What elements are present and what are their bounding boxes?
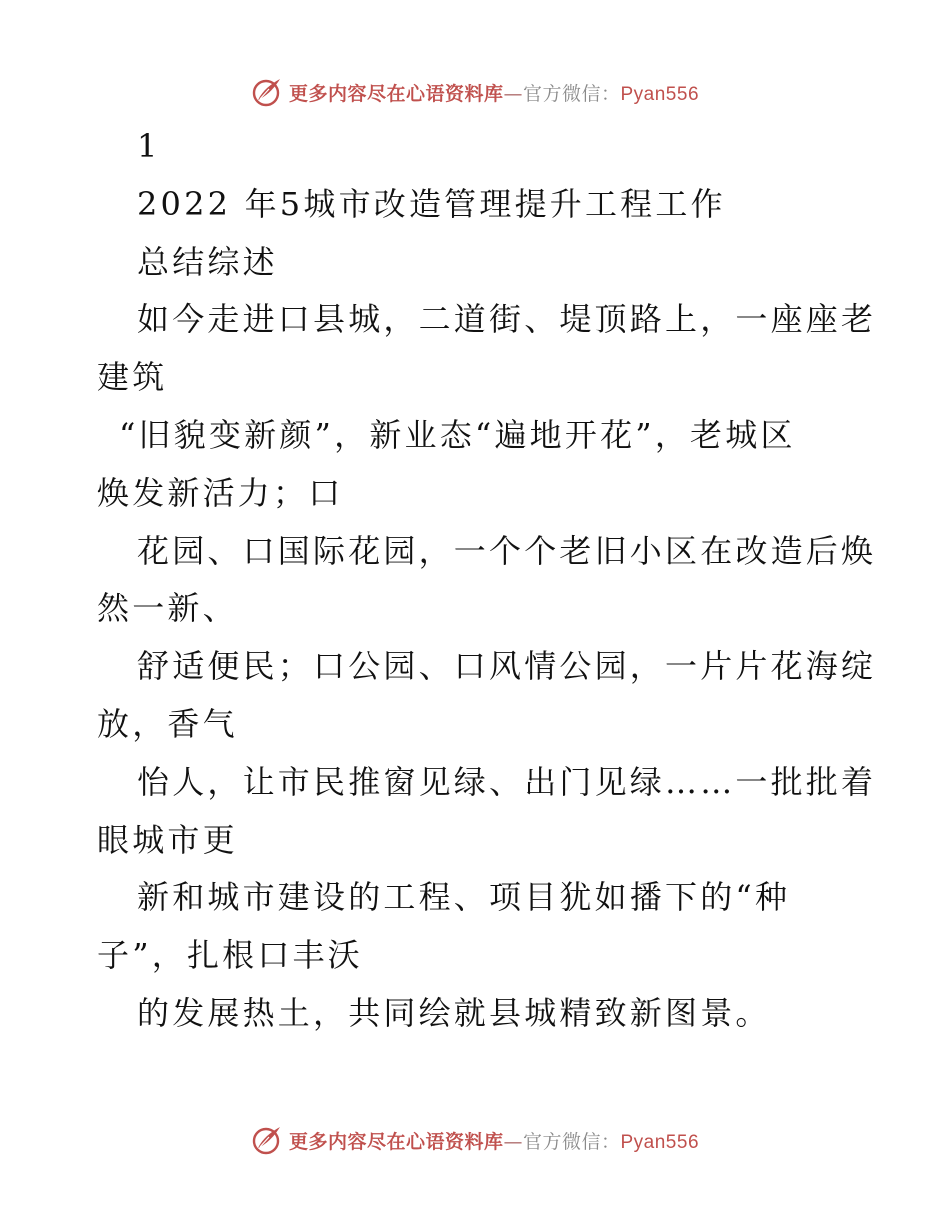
document-title-line-2: 总结综述 xyxy=(137,242,278,281)
watermark-wechat-id: Pyan556 xyxy=(620,83,700,105)
feather-pen-logo-icon xyxy=(251,1124,283,1156)
header-watermark xyxy=(0,72,950,112)
paragraph-line: 建筑 xyxy=(97,358,168,397)
paragraph-line: 然一新、 xyxy=(97,589,238,628)
paragraph-line: 如今走进口县城，二道街、堤顶路上，一座座老 xyxy=(137,300,877,339)
watermark-separator: — xyxy=(503,82,523,105)
document-title-line-1: 2022 年5城市改造管理提升工程工作 xyxy=(137,184,726,223)
watermark-text-group xyxy=(289,1127,699,1154)
watermark-wechat-id: Pyan556 xyxy=(620,1131,700,1153)
paragraph-line: “旧貌变新颜”，新业态“遍地开花”，老城区 xyxy=(119,415,796,454)
paragraph-line: 的发展热土，共同绘就县城精致新图景。 xyxy=(137,993,771,1032)
watermark-text-group xyxy=(289,79,699,106)
page-number: 1 xyxy=(137,127,161,165)
paragraph-line: 怡人，让市民推窗见绿、出门见绿……一批批着 xyxy=(137,762,877,801)
watermark-label: 官方微信： xyxy=(522,1130,621,1153)
watermark-site-name: 更多内容尽在心语资料库 xyxy=(288,82,504,105)
document-body xyxy=(97,118,877,1043)
paragraph-line: 舒适便民；口公园、口风情公园，一片片花海绽 xyxy=(137,647,877,686)
paragraph-line: 新和城市建设的工程、项目犹如播下的“种 xyxy=(137,878,791,917)
paragraph-line: 花园、口国际花园，一个个老旧小区在改造后焕 xyxy=(137,531,877,570)
watermark-label: 官方微信： xyxy=(522,82,621,105)
watermark-separator: — xyxy=(503,1130,523,1153)
paragraph-line: 焕发新活力；口 xyxy=(97,473,344,512)
feather-pen-logo-icon xyxy=(251,76,283,108)
paragraph-line: 眼城市更 xyxy=(97,820,238,859)
watermark-site-name: 更多内容尽在心语资料库 xyxy=(288,1130,504,1153)
paragraph-line: 放，香气 xyxy=(97,704,238,743)
paragraph-line: 子”，扎根口丰沃 xyxy=(97,936,363,975)
footer-watermark xyxy=(0,1120,950,1160)
